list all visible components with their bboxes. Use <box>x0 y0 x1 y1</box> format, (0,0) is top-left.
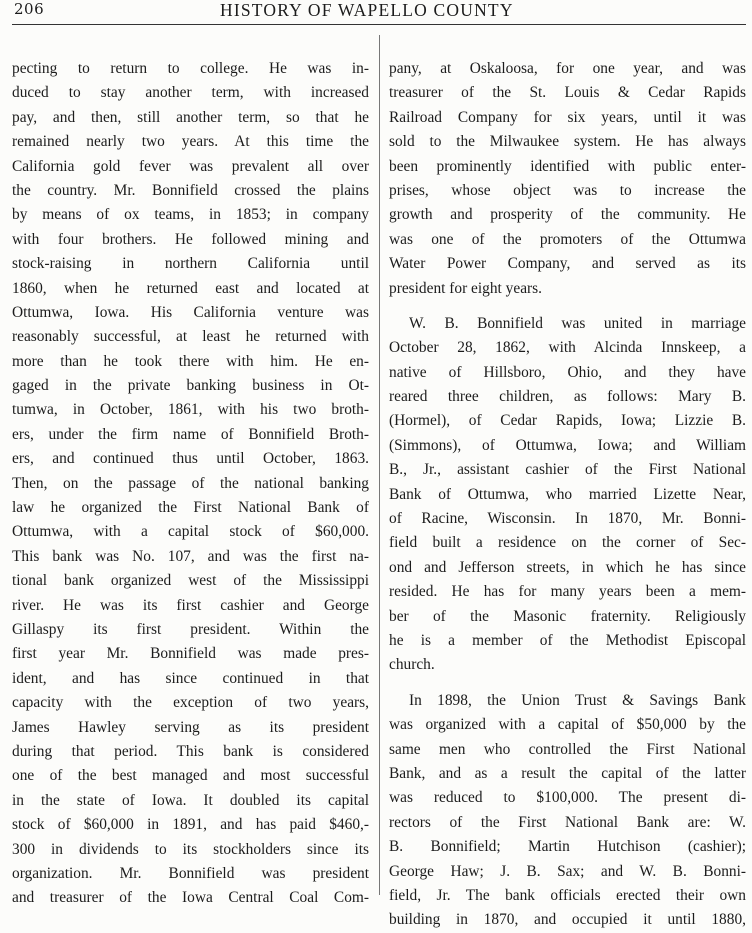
text-line: building in 1870, and occupied it until 1880, <box>389 911 746 929</box>
text-line: stock of $60,000 in 1891, and has paid $460,- <box>12 816 369 834</box>
text-line: pecting to return to college. He was in- <box>12 60 369 77</box>
text-line: pay, and then, still another term, so that he <box>12 108 369 126</box>
text-line: ber of the Masonic fraternity. Religiously <box>389 607 746 625</box>
text-line: ers, and continued thus until October, 1863. <box>12 450 369 468</box>
text-line: and treasurer of the Iowa Central Coal Com- <box>12 889 369 907</box>
text-line: field built a residence on the corner of Sec- <box>389 534 746 552</box>
text-line: George Haw; J. B. Sax; and W. B. Bonni- <box>389 862 746 880</box>
text-line: B., Jr., assistant cashier of the First National <box>389 461 746 479</box>
text-line: treasurer of the St. Louis & Cedar Rapids <box>389 84 746 102</box>
right-column <box>389 57 746 933</box>
text-line: field, Jr. The bank officials erected their own <box>389 886 746 904</box>
text-line: church. <box>389 656 435 674</box>
text-line: one of the best managed and most successful <box>12 767 369 785</box>
text-line: stock-raising in northern California until <box>12 255 369 273</box>
column-divider <box>379 35 380 895</box>
text-line: been prominently identified with public enter- <box>389 157 746 175</box>
page-header <box>0 0 752 26</box>
text-line: Bank, and as a result the capital of the latter <box>389 764 746 782</box>
text-line: tumwa, in October, 1861, with his two broth- <box>12 401 369 419</box>
text-line: remained nearly two years. At this time the <box>12 133 369 151</box>
text-line: 1860, when he returned east and located at <box>12 279 369 297</box>
text-line: duced to stay another term, with increased <box>12 84 369 102</box>
text-line: Railroad Company for six years, until it was <box>389 108 746 126</box>
text-line: 300 in dividends to its stockholders since its <box>12 840 369 858</box>
text-line: ers, under the firm name of Bonnifield Broth- <box>12 425 369 443</box>
text-line: was reduced to $100,000. The present di- <box>389 789 746 807</box>
text-line: (Simmons), of Ottumwa, Iowa; and William <box>389 436 746 454</box>
text-line: capacity with the exception of two years, <box>12 694 369 712</box>
text-line: by means of ox teams, in 1853; in company <box>12 206 369 224</box>
text-line: native of Hillsboro, Ohio, and they have <box>389 363 746 381</box>
text-line: with four brothers. He followed mining and <box>12 230 369 248</box>
text-line: growth and prosperity of the community. He <box>389 206 746 224</box>
text-line: ond and Jefferson streets, in which he has since <box>389 558 746 576</box>
text-line: the country. Mr. Bonnifield crossed the plains <box>12 181 369 199</box>
text-line: (Hormel), of Cedar Rapids, Iowa; Lizzie B. <box>389 412 746 430</box>
text-line: same men who controlled the First National <box>389 740 746 758</box>
text-line: law he organized the First National Bank of <box>12 499 369 517</box>
text-line: pany, at Oskaloosa, for one year, and was <box>389 60 746 77</box>
text-line: sold to the Milwaukee system. He has always <box>389 133 746 151</box>
left-column <box>12 57 369 911</box>
text-line: Ottumwa, with a capital stock of $60,000. <box>12 523 369 541</box>
text-line: president for eight years. <box>389 279 542 297</box>
paragraph-gap <box>389 678 746 689</box>
text-line: in the state of Iowa. It doubled its capital <box>12 791 369 809</box>
header-rule <box>12 24 746 25</box>
text-line: California gold fever was prevalent all over <box>12 157 369 175</box>
text-line: W. B. Bonnifield was united in marriage <box>409 314 746 332</box>
text-line: tional bank organized west of the Mississippi <box>12 572 369 590</box>
text-line: of Racine, Wisconsin. In 1870, Mr. Bonni- <box>389 510 746 528</box>
text-line: Then, on the passage of the national banking <box>12 474 369 492</box>
paragraph-gap <box>389 301 746 312</box>
text-line: gaged in the private banking business in Ot- <box>12 377 369 395</box>
text-line: prises, whose object was to increase the <box>389 181 746 199</box>
text-line: rectors of the First National Bank are: W. <box>389 813 746 831</box>
text-line: This bank was No. 107, and was the first na- <box>12 547 369 565</box>
text-line: reasonably successful, at least he returned with <box>12 328 369 346</box>
text-line: more than he took there with him. He en- <box>12 352 369 370</box>
text-line: during that period. This bank is considered <box>12 742 369 760</box>
paragraph <box>389 689 746 933</box>
text-line: resided. He has for many years been a mem- <box>389 583 746 601</box>
text-line: Bank of Ottumwa, who married Lizette Near, <box>389 485 746 503</box>
paragraph <box>389 57 746 301</box>
text-line: Gillaspy its first president. Within the <box>12 620 369 638</box>
text-line: Water Power Company, and served as its <box>389 255 746 273</box>
text-line: was organized with a capital of $50,000 by the <box>389 716 746 734</box>
text-line: reared three children, as follows: Mary B. <box>389 388 746 406</box>
text-line: river. He was its first cashier and George <box>12 596 369 614</box>
page-number: 206 <box>14 0 45 18</box>
paragraph <box>389 312 746 678</box>
text-line: James Hawley serving as its president <box>12 718 369 736</box>
text-line: was one of the promoters of the Ottumwa <box>389 230 746 248</box>
running-title: HISTORY OF WAPELLO COUNTY <box>220 0 514 20</box>
text-line: organization. Mr. Bonnifield was president <box>12 864 369 882</box>
text-line: he is a member of the Methodist Episcopal <box>389 631 746 649</box>
text-line: October 28, 1862, with Alcinda Innskeep, a <box>389 339 746 357</box>
text-line: B. Bonnifield; Martin Hutchison (cashier); <box>389 838 746 856</box>
text-line: Ottumwa, Iowa. His California venture was <box>12 303 369 321</box>
text-line: In 1898, the Union Trust & Savings Bank <box>409 691 746 709</box>
text-line: ident, and has since continued in that <box>12 669 369 687</box>
text-line: first year Mr. Bonnifield was made pres- <box>12 645 369 663</box>
